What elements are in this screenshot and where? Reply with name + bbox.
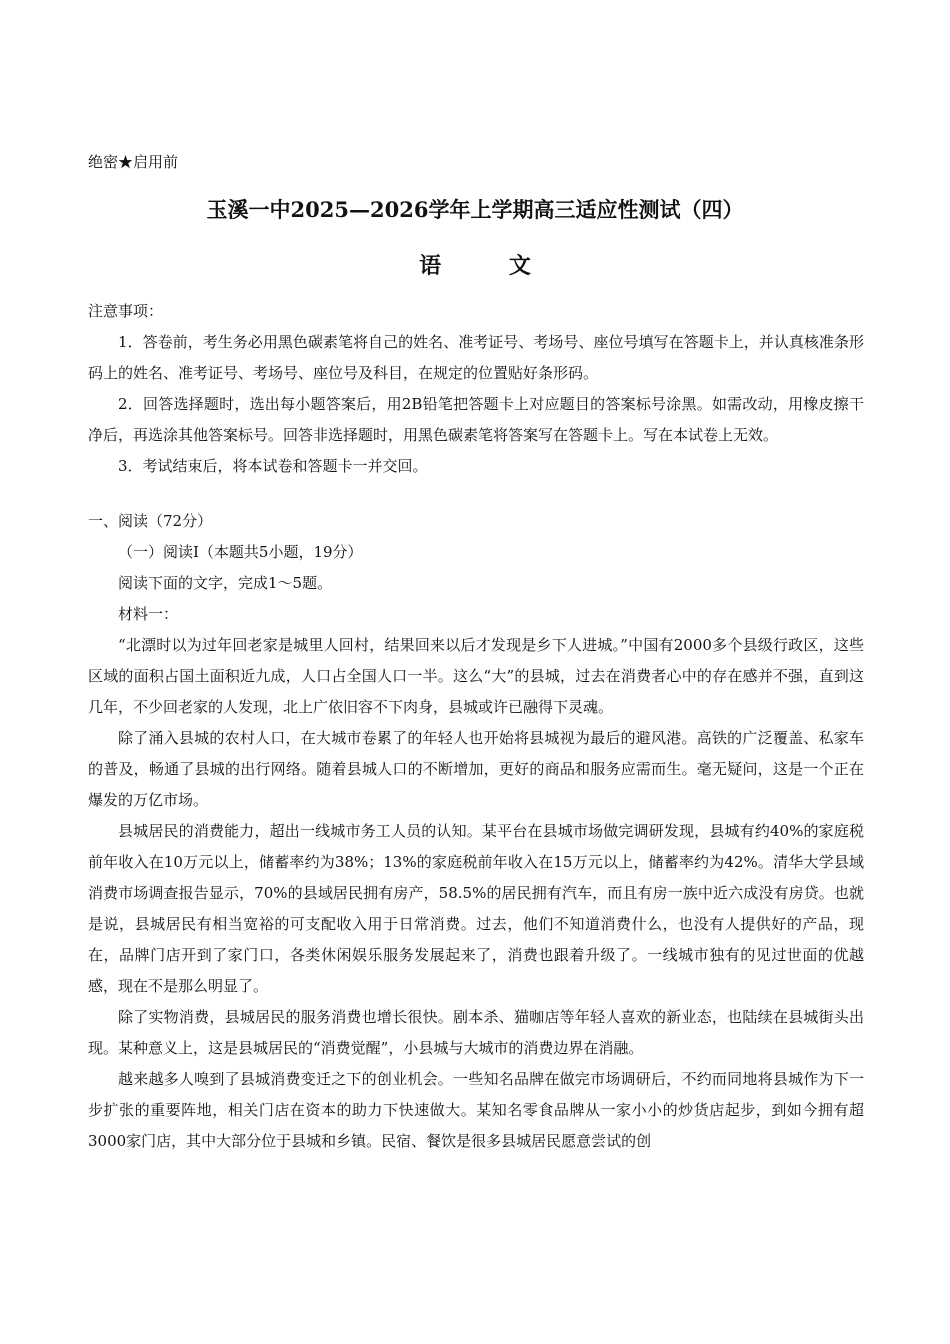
material-paragraph-2: 除了涌入县城的农村人口，在大城市卷累了的年轻人也开始将县城视为最后的避风港。高铁的广泛覆盖、私家车的普及，畅通了县城的出行网络。随着县城人口的不断增加，更好的商品和服务应需而生。毫无疑问，这是一个正在爆发的万亿市场。 — [88, 729, 864, 809]
material-label: 材料一： — [118, 605, 179, 623]
part-title: （一）阅读Ⅰ（本题共5小题，19分） — [118, 543, 363, 561]
material-paragraph-3: 县城居民的消费能力，超出一线城市务工人员的认知。某平台在县城市场做完调研发现，县城有约40%的家庭税前年收入在10万元以上，储蓄率约为38%；13%的家庭税前年收入在15万元以上，储蓄率约为42%。清华大学县域消费市场调查报告显示，70%的县域居民拥有房产，58.5%的居民拥有汽车，而且有房一族中近六成没有房贷。也就是说，县城居民有相当宽裕的可支配收入用于日常消费。过去，他们不知道消费什么，也没有人提供好的产品，现在，品牌门店开到了家门口，各类休闲娱乐服务发展起来了，消费也跟着升级了。一线城市独有的见过世面的优越感，现在不是那么明显了。 — [88, 822, 864, 995]
material-paragraph-1: “北漂时以为过年回老家是城里人回村，结果回来以后才发现是乡下人进城。”中国有2000多个县级行政区，这些区域的面积占国土面积近九成，人口占全国人口一半。这么“大”的县城，过去在消费者心中的存在感并不强，直到这几年，不少回老家的人发现，北上广依旧容不下肉身，县城或许已融得下灵魂。 — [88, 636, 864, 716]
subject-title: 语 文 — [419, 253, 561, 279]
exam-content — [88, 296, 864, 1157]
section-title: 一、阅读（72分） — [88, 512, 213, 530]
notice-item-3: 3．考试结束后，将本试卷和答题卡一并交回。 — [118, 457, 428, 475]
confidential-label: 绝密★启用前 — [88, 153, 179, 171]
material-paragraph-5: 越来越多人嗅到了县城消费变迁之下的创业机会。一些知名品牌在做完市场调研后，不约而同地将县城作为下一步扩张的重要阵地，相关门店在资本的助力下快速做大。某知名零食品牌从一家小小的炒货店起步，到如今拥有超3000家门店，其中大部分位于县城和乡镇。民宿、餐饮是很多县城居民愿意尝试的创 — [88, 1070, 864, 1150]
notice-item-2: 2．回答选择题时，选出每小题答案后，用2B铅笔把答题卡上对应题目的答案标号涂黑。如需改动，用橡皮擦干净后，再选涂其他答案标号。回答非选择题时，用黑色碳素笔将答案写在答题卡上。写在本试卷上无效。 — [88, 395, 864, 444]
exam-title: 玉溪一中2025—2026学年上学期高三适应性测试（四） — [206, 197, 744, 222]
notice-item-1: 1．答卷前，考生务必用黑色碳素笔将自己的姓名、准考证号、考场号、座位号填写在答题卡上，并认真核准条形码上的姓名、准考证号、考场号、座位号及科目，在规定的位置贴好条形码。 — [88, 333, 864, 382]
material-paragraph-4: 除了实物消费，县城居民的服务消费也增长很快。剧本杀、猫咖店等年轻人喜欢的新业态，也陆续在县城街头出现。某种意义上，这是县城居民的“消费觉醒”，小县城与大城市的消费边界在消融。 — [88, 1008, 864, 1057]
section-gap — [88, 482, 864, 506]
reading-instruction: 阅读下面的文字，完成1～5题。 — [118, 574, 333, 592]
notice-title: 注意事项： — [88, 302, 164, 320]
